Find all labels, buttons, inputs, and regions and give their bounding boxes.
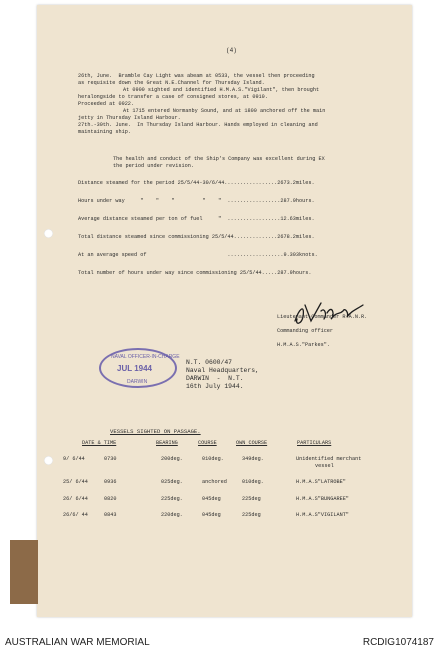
adhesive-tape <box>10 540 38 604</box>
stat-line: Distance steamed for the period 25/5/44-30/6/44.................2673.2miles. <box>78 180 315 186</box>
log-line: At 1715 entered Normanby Sound, and at 1800 anchored off the main <box>123 108 326 114</box>
naval-officer-stamp <box>99 348 180 388</box>
header-particulars: PARTICULARS <box>297 440 332 446</box>
document-page <box>37 5 412 617</box>
cell-time: 0820 <box>104 496 117 502</box>
log-line: 26th, June. Bramble Cay Light was abeam at 0533, the vessel then proceeding <box>78 73 315 79</box>
stamp-location: DARWIN <box>127 379 148 385</box>
cell-own-course: 349deg. <box>242 456 264 462</box>
cell-course: anchored <box>202 479 227 485</box>
hq-name: Naval Headquarters, <box>186 367 259 374</box>
cell-particulars: H.M.A.S"VIGILANT" <box>296 512 349 518</box>
vessels-table-title: VESSELS SIGHTED ON PASSAGE. <box>110 428 201 435</box>
log-line: heralongside to transfer a case of consigned stores, at 0910. <box>78 94 268 100</box>
header-own-course: OWN COURSE <box>236 440 268 446</box>
signatory-rank: Lieutenant-Commander R.A.N.R. <box>277 314 368 320</box>
header-course: COURSE <box>198 440 217 446</box>
cell-bearing: 220deg. <box>161 512 183 518</box>
cell-time: 0843 <box>104 512 117 518</box>
log-line: At 0900 sighted and identified H.M.A.S."Vigilant", then brought <box>123 87 320 93</box>
cell-bearing: 225deg. <box>161 496 183 502</box>
stat-line: At an average speed of ..................9.303knots. <box>78 252 318 258</box>
cell-bearing: 200deg. <box>161 456 183 462</box>
handwritten-signature <box>291 293 365 331</box>
cell-course: 045deg <box>202 512 221 518</box>
log-line: maintaining ship. <box>78 129 131 135</box>
hq-reference: N.T. 0600/47 <box>186 359 233 366</box>
cell-particulars-cont: vessel <box>315 463 334 469</box>
log-line: 27th.-30th. June. In Thursday Island Harbour. Hands employed in cleaning and <box>78 122 318 128</box>
stamp-date: JUL 1944 <box>117 364 152 373</box>
hq-location: DARWIN - N.T. <box>186 375 244 382</box>
cell-date: 26/ 6/44 <box>63 496 88 502</box>
stamp-title: NAVAL OFFICER-IN-CHARGE <box>111 354 180 360</box>
stat-line: Hours under way " " " " " .................287.9hours. <box>78 198 315 204</box>
log-line: jetty in Thursday Island Harbour. <box>78 115 181 121</box>
stat-line: Average distance steamed per ton of fuel " .................12.63miles. <box>78 216 315 222</box>
cell-time: 0936 <box>104 479 117 485</box>
health-statement: the period under revision. <box>113 163 194 169</box>
cell-own-course: 225deg <box>242 512 261 518</box>
signatory-ship: H.M.A.S."Parkes". <box>277 342 330 348</box>
hq-date: 16th July 1944. <box>186 383 244 390</box>
cell-date: 26/6/ 44 <box>63 512 88 518</box>
cell-time: 0730 <box>104 456 117 462</box>
cell-course: 010deg. <box>202 456 224 462</box>
health-statement: The health and conduct of the Ship's Company was excellent during EX <box>113 156 325 162</box>
header-date-time: DATE & TIME <box>82 440 117 446</box>
archive-reference: RCDIG1074187 <box>362 637 434 648</box>
cell-bearing: 025deg. <box>161 479 183 485</box>
cell-particulars: H.M.A.S"BUNGAREE" <box>296 496 349 502</box>
log-line: as requisite down the Great N.E.Channel for Thursday Island. <box>78 80 265 86</box>
archive-credit: AUSTRALIAN WAR MEMORIAL <box>5 637 150 648</box>
stat-line: Total number of hours under way since commissioning 25/5/44.....287.9hours. <box>78 270 312 276</box>
header-bearing: BEARING <box>156 440 178 446</box>
cell-own-course: 225deg <box>242 496 261 502</box>
cell-course: 045deg <box>202 496 221 502</box>
cell-particulars: Unidentified merchant <box>296 456 362 462</box>
cell-date: 25/ 6/44 <box>63 479 88 485</box>
cell-own-course: 010deg. <box>242 479 264 485</box>
punch-hole <box>44 456 53 465</box>
log-line: Proceeded at 0922. <box>78 101 135 107</box>
punch-hole <box>44 229 53 238</box>
stat-line: Total distance steamed since commissioning 25/5/44..............2678.2miles. <box>78 234 315 240</box>
signatory-role: Commanding officer <box>277 328 334 334</box>
cell-date: 9/ 6/44 <box>63 456 85 462</box>
page-number: (4) <box>226 47 237 54</box>
cell-particulars: H.M.A.S"LATROBE" <box>296 479 346 485</box>
